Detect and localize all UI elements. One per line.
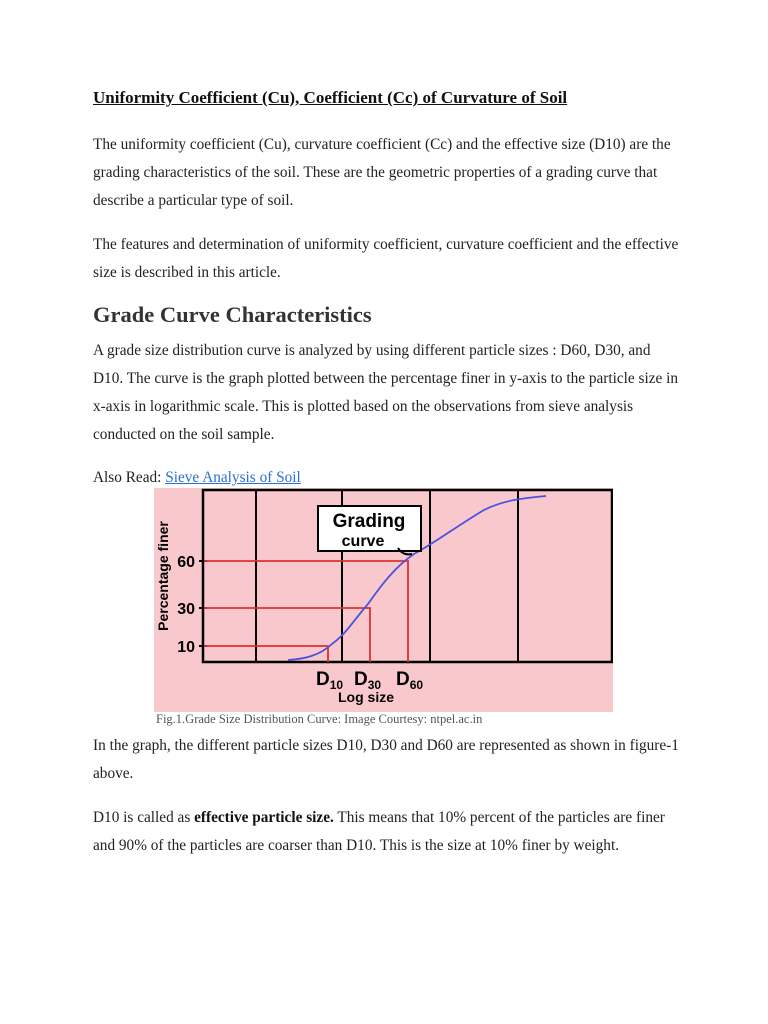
x-marker-d10-base: D <box>316 669 330 690</box>
section-heading: Grade Curve Characteristics <box>93 302 372 327</box>
d10-prefix: D10 is called as <box>93 809 195 826</box>
also-read-prefix: Also Read: <box>93 469 166 486</box>
x-marker-d30-sub: 30 <box>367 678 382 692</box>
section-paragraph: A grade size distribution curve is analyzed by using different particle sizes : D60, D30, and D10. The curve is the graph plotted between the percentage finer in y-axis to the particle size in x-axis in logarithmic scale. This is plotted based on the observations from sieve analysis conducted on the soil sample. <box>93 342 679 443</box>
intro-paragraph-2: The features and determination of uniformity coefficient, curvature coefficient and the effective size is described in this article. <box>93 236 679 281</box>
sieve-analysis-link[interactable]: Sieve Analysis of Soil <box>165 469 301 486</box>
after-figure-paragraph: In the graph, the different particle sizes D10, D30 and D60 are represented as shown in figure-1 above. <box>93 737 679 782</box>
intro-paragraph-1: The uniformity coefficient (Cu), curvature coefficient (Cc) and the effective size (D10) are the grading characteristics of the soil. These are the geometric properties of a grading curve that describe a particular type of soil. <box>93 136 671 209</box>
x-marker-d60-sub: 60 <box>409 678 424 692</box>
figure-caption: Fig.1.Grade Size Distribution Curve: Image Courtesy: ntpel.ac.in <box>156 712 483 726</box>
d10-suffix: This means that 10% percent of the particles are finer and 90% of the particles are coarser than D10. This is the size at 10% finer by weight. <box>93 809 665 854</box>
y-axis-label: Percentage finer <box>155 521 171 631</box>
x-marker-d10-sub: 10 <box>329 678 344 692</box>
d10-paragraph <box>93 804 683 860</box>
y-tick-label-30: 30 <box>177 601 195 618</box>
y-tick-label-60: 60 <box>177 554 195 571</box>
x-marker-d30-base: D <box>354 669 368 690</box>
grading-curve-chart <box>154 488 613 712</box>
callout-label-line1: Grading <box>332 511 406 532</box>
y-tick-label-10: 10 <box>177 639 195 656</box>
callout-label-line2: curve <box>341 533 385 550</box>
x-axis-label: Log size <box>337 689 395 705</box>
x-marker-d60-base: D <box>396 669 410 690</box>
grading-curve-figure <box>154 488 613 712</box>
article-title: Uniformity Coefficient (Cu), Coefficient (Cc) of Curvature of Soil <box>93 88 568 107</box>
d10-bold-term: effective particle size. <box>194 809 334 826</box>
